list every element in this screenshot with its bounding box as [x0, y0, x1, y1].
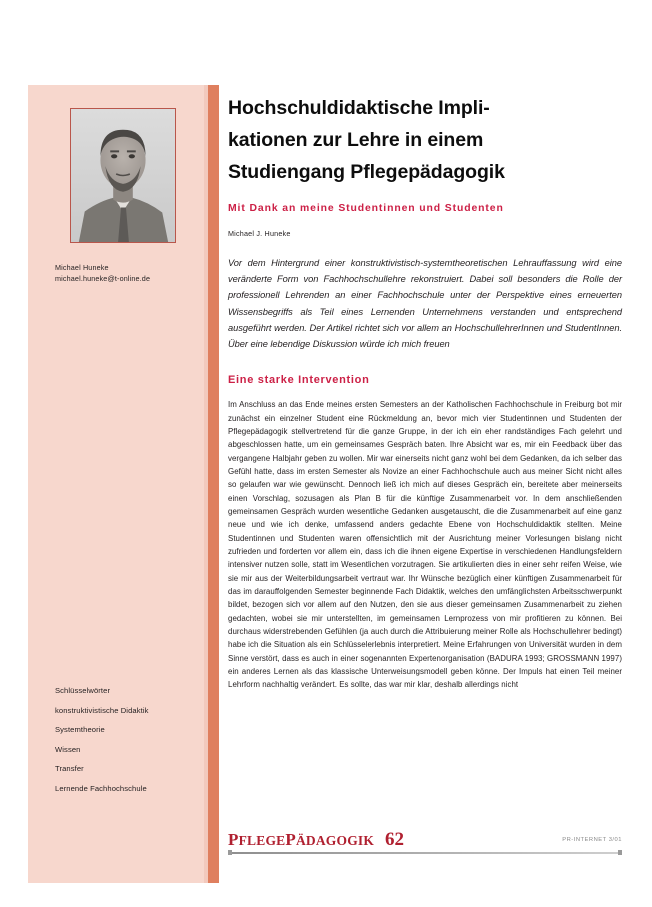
journal-cap-p1: P	[228, 830, 239, 849]
keyword-item: Systemtheorie	[55, 725, 105, 734]
sidebar-author-email[interactable]: michael.huneke@t-online.de	[55, 274, 151, 283]
footer-journal-name	[228, 830, 374, 850]
footer-divider-rule	[228, 852, 622, 854]
keywords-heading: Schlüsselwörter	[55, 686, 111, 695]
article-byline: Michael J. Huneke	[228, 229, 291, 238]
journal-rest-1: FLEGE	[238, 833, 286, 848]
page-footer	[228, 830, 622, 856]
footer-rule-cap-right	[618, 850, 622, 855]
page-subtitle: Mit Dank an meine Studentinnen und Studenten	[228, 203, 504, 214]
author-portrait-image	[71, 109, 175, 242]
footer-source-label: PR-INTERNET 3/01	[562, 837, 622, 843]
sidebar-author-block	[55, 262, 205, 284]
title-line: kationen zur Lehre in einem	[228, 124, 486, 156]
article-abstract: Vor dem Hintergrund einer konstruktivistisch-systemtheoretischen Lehrauffassung wird eine veränderte Form von Fachhochschullehre rekonstruiert. Dabei soll besonders die Rolle der professionell Lehrenden an einer Fachhochschule unter der Perspektive eines erneuerten Wissensbegriffs als Teil eines Lernenden Unternehmens verstanden und entsprechend ausgeführt werden. Der Artikel richtet sich vor allem an HochschullehrerInnen und StudentInnen. Über eine lebendige Diskussion würde ich mich freuen	[228, 258, 622, 350]
section-heading: Eine starke Intervention	[228, 374, 370, 387]
article-body-text: Im Anschluss an das Ende meines ersten Semesters an der Katholischen Fachhochschule in Freiburg bot mir zunächst ein einzelner Student eine Rückmeldung an, bevor mich vier Studentinnen und Studenten der Pflegepädagogik stellvertretend für die ganze Gruppe, in der ich ein eher randständiges Fach gelehrt und abgeschlossen hatte, um ein gemeinsames Gespräch baten. Ihre Absicht war es, mir ein Feedback über das vergangene Halbjahr geben zu wollen. Mir war einerseits nicht ganz wohl bei dem Gedanken, da ich selber das Gefühl hatte, dass im ersten Semester als Novize an einer Fachhochschule auch aus meiner Sicht nicht alles so gelaufen war wie gewünscht. Dennoch ließ ich mich auf dieses Gespräch ein, bereitete aber meinerseits einen Vorschlag, sozusagen als Plan B für die künftige Zusammenarbeit vor. In dem anschließenden gemeinsamen Gespräch wurden wesentliche Gedanken ausgetauscht, die die Zusammenarbeit auf eine ganz neue und wie ich denke, umfassend anders gedachte Ebene von Hochschuldidaktik stellten. Meine Studentinnen und Studenten waren offensichtlich mit der Ausrichtung meiner Vorlesungen bislang nicht zufrieden und forderten vor allem ein, dass ich die ihnen eigene Expertise in verschiedenen Handlungsfeldern intensiver nutzen solle, statt im Wesentlichen vorzutragen. Sie artikulierten dies in einer sehr reifen Weise, wie sie mir aus der Weiterbildungsarbeit vertraut war. Ihr Wünsche bezüglich einer künftigen Zusammenarbeit für das im darauffolgenden Semester beginnende Fach Didaktik, welches den umfänglichsten Arbeitsschwerpunkt bildet, bezogen sich vor allem auf den Nutzen, den sie aus dieser gemeinsamen Zusammenarbeit zu ziehen gedachten, wobei sie mir unterstellten, im gemeinsamen Lernprozess von mir profitieren zu können. Bei durchaus widerstrebenden Gefühlen (ja auch durch die Attribuierung meiner Rolle als Hochschullehrer bedingt) habe ich die Situation als ein Schlüsselerlebnis interpretiert. Meine Erfahrungen von Universität wurden in dem Sinne verstört, dass es auch in einer sogenannten Expertenorganisation (BADURA 1993; GROSSMANN 1997) ein anderes Lernen als das klassische Unterweisungsmodell geben könne. Der Impuls hat einen Teil meiner Lehrform nachhaltig verändert. Es sollte, das war mir klar, deshalb allerdings nicht	[228, 400, 622, 690]
journal-rest-2: ÄDAGOGIK	[295, 833, 375, 848]
title-line: Studiengang Pflegepädagogik	[228, 156, 508, 188]
main-content-column	[228, 85, 622, 690]
keyword-item: Wissen	[55, 744, 81, 754]
journal-cap-p2: P	[285, 830, 296, 849]
title-line: Hochschuldidaktische Impli-	[228, 92, 493, 124]
sidebar-keywords-block	[55, 681, 210, 798]
page-title	[228, 92, 622, 188]
author-portrait-frame	[70, 108, 176, 243]
keyword-item: konstruktivistische Didaktik	[55, 705, 149, 715]
keyword-item: Transfer	[55, 764, 84, 773]
footer-page-number: 62	[385, 829, 404, 850]
sidebar-author-name: Michael Huneke	[55, 263, 109, 272]
keyword-item: Lernende Fachhochschule	[55, 783, 147, 793]
footer-rule-cap-left	[228, 850, 232, 855]
